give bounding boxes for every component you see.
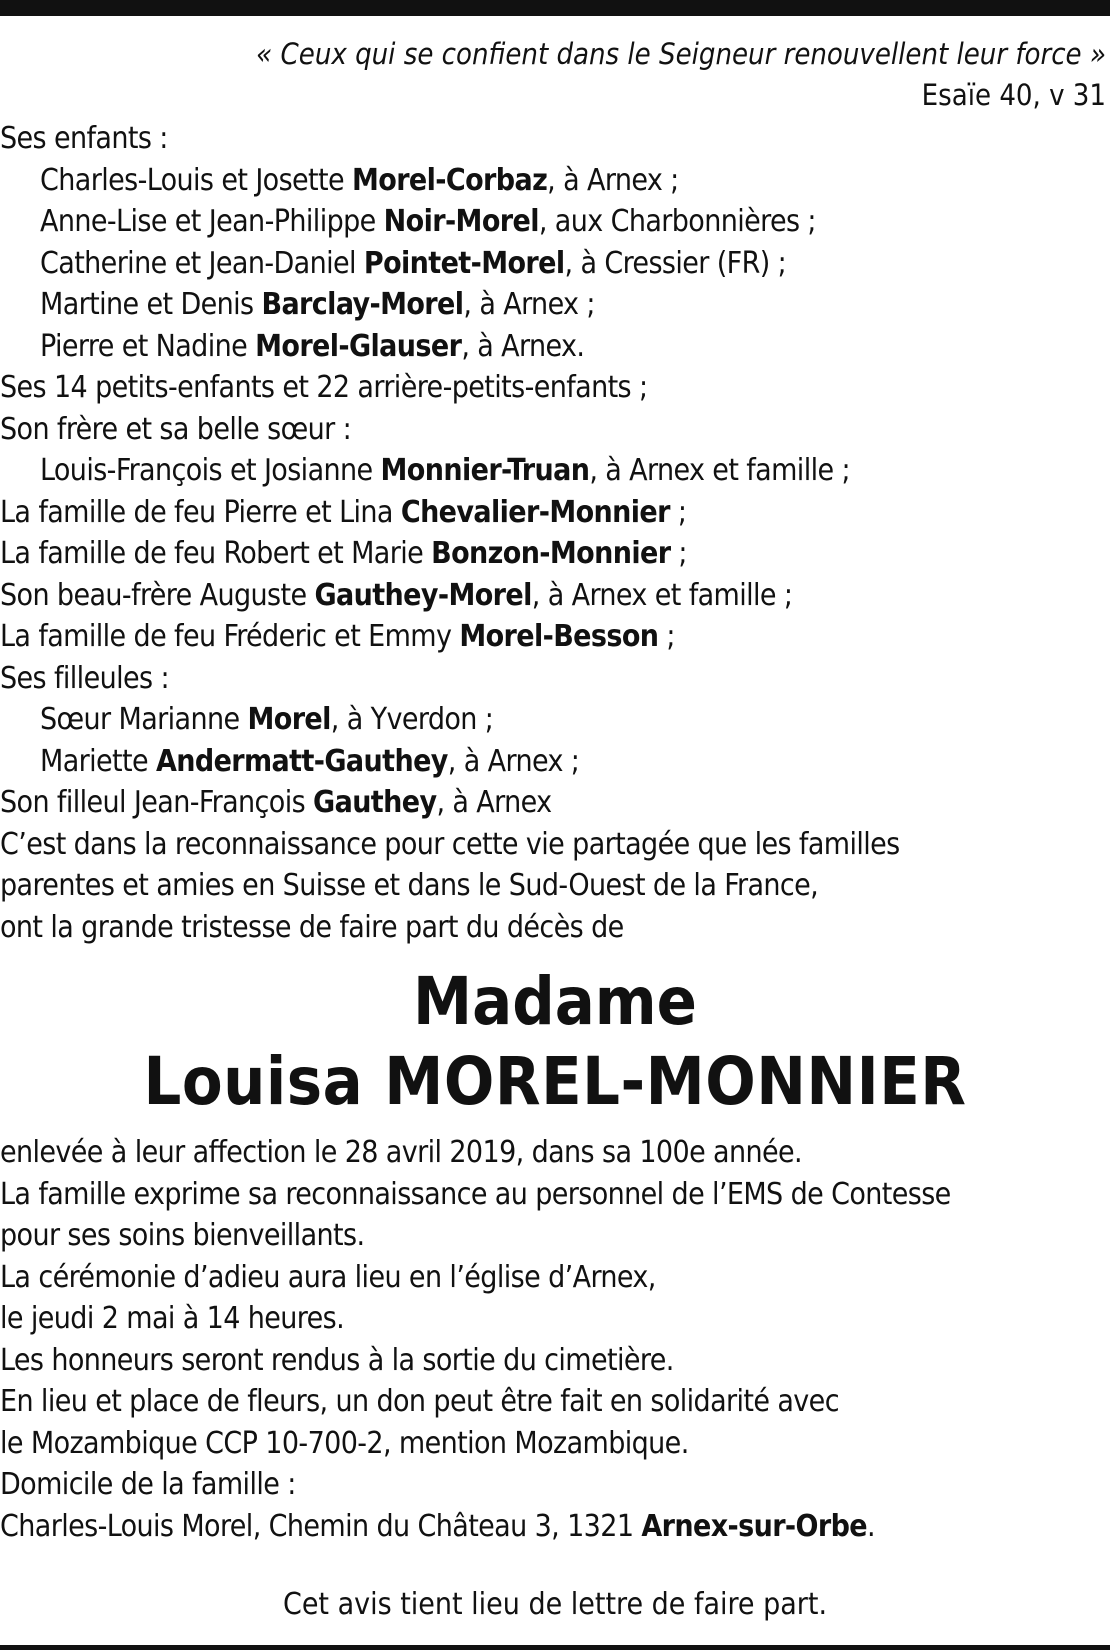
family-text: La famille de feu Fréderic et Emmy: [0, 619, 460, 654]
family-line: [0, 243, 1106, 285]
family-line: [0, 118, 1106, 160]
family-surname: Noir-Morel: [383, 204, 539, 239]
family-surname: Barclay-Morel: [261, 287, 464, 322]
family-text-after: ;: [658, 619, 675, 654]
family-text: Catherine et Jean-Daniel: [40, 245, 364, 281]
detail-text: enlevée à leur affection le 28 avril 2019, dans sa 100e année.: [0, 1135, 802, 1170]
family-text-after: ;: [669, 494, 687, 530]
detail-line: [0, 1215, 1106, 1257]
detail-line: [0, 1506, 1106, 1548]
family-surname: Morel-Corbaz: [351, 162, 548, 198]
family-surname: Morel-Besson: [459, 619, 659, 654]
detail-line: [0, 1381, 1106, 1423]
details-list: [0, 1132, 1106, 1547]
family-text-after: , à Arnex: [436, 785, 552, 820]
family-text: Ses enfants :: [0, 121, 168, 156]
family-text: La famille de feu Pierre et Lina: [0, 494, 401, 530]
family-surname: Chevalier-Monnier: [400, 494, 670, 530]
footer-note: Cet avis tient lieu de lettre de faire part.: [282, 1587, 828, 1622]
family-line: [0, 533, 1106, 575]
epigraph-reference: Esaïe 40, v 31: [921, 78, 1106, 112]
family-text-after: , à Yverdon ;: [330, 702, 494, 737]
family-line: [0, 782, 1106, 824]
family-line: [0, 326, 1106, 368]
family-text: ont la grande tristesse de faire part du décès de: [0, 909, 624, 945]
family-text: La famille de feu Robert et Marie: [0, 536, 432, 571]
family-line: [0, 865, 1106, 907]
family-line: [0, 450, 1106, 492]
family-text-after: , à Arnex et famille ;: [531, 577, 793, 613]
family-text: parentes et amies en Suisse et dans le Sud-Ouest de la France,: [0, 868, 819, 903]
family-surname: Bonzon-Monnier: [431, 536, 671, 571]
top-border: [0, 0, 1110, 16]
detail-line: [0, 1298, 1106, 1340]
family-text: Martine et Denis: [40, 287, 262, 322]
family-line: [0, 201, 1106, 243]
detail-text: Domicile de la famille :: [0, 1467, 296, 1502]
family-line: [0, 367, 1106, 409]
family-surname: Monnier-Truan: [380, 453, 590, 488]
family-line: [0, 616, 1106, 658]
family-text-after: , à Arnex ;: [547, 162, 679, 198]
detail-text: La famille exprime sa reconnaissance au personnel de l’EMS de Contesse: [0, 1176, 951, 1212]
family-text: C’est dans la reconnaissance pour cette vie partagée que les familles: [0, 826, 900, 862]
family-text: Sœur Marianne: [40, 702, 248, 737]
family-text-after: , à Arnex ;: [447, 743, 580, 779]
family-text: Ses 14 petits-enfants et 22 arrière-petits-enfants ;: [0, 370, 648, 405]
family-surname: Andermatt-Gauthey: [155, 743, 448, 779]
detail-text: En lieu et place de fleurs, un don peut être fait en solidarité avec: [0, 1384, 839, 1419]
family-text-after: , à Arnex et famille ;: [589, 453, 850, 488]
bottom-border: [0, 1645, 1110, 1650]
family-line: [0, 284, 1106, 326]
family-text: Louis-François et Josianne: [40, 453, 381, 488]
family-text-after: , aux Charbonnières ;: [538, 204, 816, 239]
detail-text: La cérémonie d’adieu aura lieu en l’église d’Arnex,: [0, 1259, 656, 1295]
family-text-after: , à Arnex ;: [463, 287, 595, 322]
family-surname: Morel-Glauser: [255, 328, 462, 364]
family-line: [0, 409, 1106, 451]
family-surname: Gauthey: [313, 785, 437, 820]
detail-text: Charles-Louis Morel, Chemin du Château 3, 1321: [0, 1508, 642, 1544]
epigraph-quote: « Ceux qui se confient dans le Seigneur renouvellent leur force »: [256, 37, 1106, 71]
family-line: [0, 824, 1106, 866]
family-text: Son beau-frère Auguste: [0, 577, 315, 613]
detail-text: le jeudi 2 mai à 14 heures.: [0, 1301, 345, 1336]
detail-line: [0, 1423, 1106, 1465]
detail-line: [0, 1174, 1106, 1216]
family-list: [0, 118, 1106, 948]
family-line: [0, 658, 1106, 700]
family-surname: Morel: [247, 702, 331, 737]
family-line: [0, 741, 1106, 783]
family-text: Anne-Lise et Jean-Philippe: [40, 204, 384, 239]
deceased-honorific: Madame: [413, 963, 697, 1040]
family-surname: Gauthey-Morel: [314, 577, 532, 613]
family-line: [0, 699, 1106, 741]
detail-line: [0, 1464, 1106, 1506]
detail-text: le Mozambique CCP 10-700-2, mention Mozambique.: [0, 1425, 689, 1461]
deceased-name: Louisa MOREL-MONNIER: [143, 1043, 967, 1120]
family-text: Mariette: [40, 743, 156, 779]
family-line: [0, 160, 1106, 202]
family-line: [0, 907, 1106, 949]
family-text-after: , à Cressier (FR) ;: [564, 245, 787, 281]
family-text-after: ;: [670, 536, 687, 571]
epigraph: [256, 34, 1106, 116]
detail-surname: Arnex-sur-Orbe: [641, 1508, 867, 1544]
family-text-after: , à Arnex.: [461, 328, 585, 364]
detail-text-after: .: [867, 1508, 875, 1544]
family-line: [0, 575, 1106, 617]
family-text: Pierre et Nadine: [40, 328, 256, 364]
detail-line: [0, 1257, 1106, 1299]
detail-line: [0, 1340, 1106, 1382]
detail-text: pour ses soins bienveillants.: [0, 1218, 365, 1253]
family-text: Son frère et sa belle sœur :: [0, 411, 352, 447]
family-surname: Pointet-Morel: [363, 245, 565, 281]
deceased-title-block: [0, 962, 1110, 1122]
detail-line: [0, 1132, 1106, 1174]
family-text: Son filleul Jean-François: [0, 785, 314, 820]
family-text: Ses filleules :: [0, 660, 169, 696]
detail-text: Les honneurs seront rendus à la sortie du cimetière.: [0, 1342, 674, 1378]
family-text: Charles-Louis et Josette: [40, 162, 352, 198]
family-line: [0, 492, 1106, 534]
